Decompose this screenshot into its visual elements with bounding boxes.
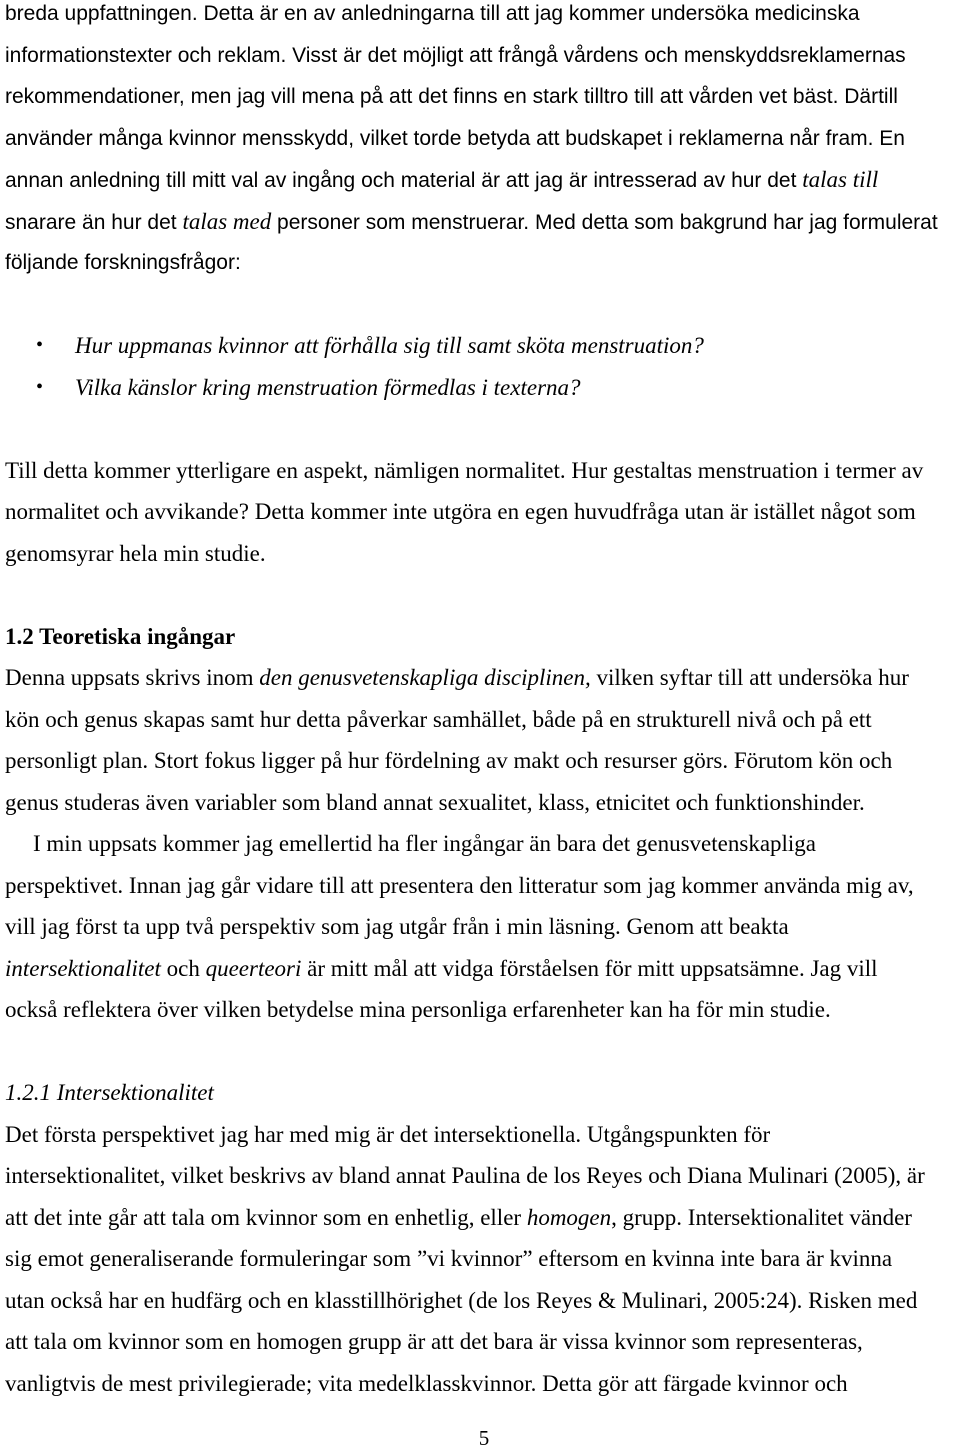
text-line <box>0 1321 960 1363</box>
text-segment: I min uppsats kommer jag emellertid ha fler ingångar än bara det genusvetenskapliga <box>33 831 817 856</box>
text-line <box>0 906 960 948</box>
text-line <box>0 0 960 35</box>
text-segment: genomsyrar hela min studie. <box>5 540 266 566</box>
paragraph-spacing <box>0 408 960 450</box>
text-segment: kön och genus skapas samt hur detta påverkar samhället, både på en strukturell nivå och på ett <box>5 706 872 732</box>
emphasized-text: intersektionalitet <box>5 955 161 981</box>
paragraph-spacing <box>0 284 960 326</box>
text-segment: personligt plan. Stort fokus ligger på hur fördelning av makt och resurser görs. Förutom kön och <box>5 748 893 773</box>
text-line <box>0 533 960 575</box>
text-line <box>0 491 960 533</box>
emphasized-text: queerteori <box>205 955 302 981</box>
text-line <box>0 1155 960 1197</box>
list-item <box>0 367 960 409</box>
text-segment: , grupp. Intersektionalitet vänder <box>611 1204 912 1230</box>
text-segment: Det första perspektivet jag har med mig är det intersektionella. Utgångspunkten för <box>5 1121 771 1147</box>
subsection-heading: 1.2.1 Intersektionalitet <box>5 1080 214 1105</box>
bullet-marker: • <box>36 375 44 398</box>
text-segment: annan anledning till mitt val av ingång och material är att jag är intresserad av hur det <box>5 169 803 192</box>
text-segment: personer som menstruerar. Med detta som bakgrund har jag formulerat <box>271 210 938 234</box>
text-line <box>0 1363 960 1405</box>
intro-paragraph <box>0 0 960 284</box>
text-line <box>0 865 960 907</box>
text-segment: är mitt mål att vidga förståelsen för mitt uppsatsämne. Jag vill <box>301 955 878 981</box>
text-line <box>0 76 960 118</box>
text-segment: Denna uppsats skrivs inom <box>5 665 260 690</box>
text-line <box>0 201 960 243</box>
text-line <box>0 782 960 824</box>
text-segment: följande forskningsfrågor: <box>5 251 241 274</box>
text-segment: också reflektera över vilken betydelse mina personliga erfarenheter kan ha för min studie. <box>5 997 831 1022</box>
text-segment: utan också har en hudfärg och en klasstillhörighet (de los Reyes & Mulinari, 2005:24). Risken med <box>5 1287 918 1313</box>
text-line <box>0 118 960 160</box>
text-line <box>0 948 960 990</box>
research-questions-list <box>0 325 960 408</box>
text-line <box>0 989 960 1031</box>
text-segment: snarare än hur det <box>5 210 183 234</box>
normalitet-paragraph <box>0 450 960 575</box>
text-line <box>0 657 960 699</box>
section-heading: 1.2 Teoretiska ingångar <box>5 623 236 649</box>
text-line <box>0 159 960 201</box>
research-question: Vilka känslor kring menstruation förmedlas i texterna? <box>75 374 581 400</box>
text-segment: informationstexter och reklam. Visst är det möjligt att frångå vårdens och menskyddsreklamernas <box>5 43 906 67</box>
text-segment: intersektionalitet, vilket beskrivs av bland annat Paulina de los Reyes och Diana Mulinari (2005), är <box>5 1163 925 1188</box>
section-1-2 <box>0 616 960 1031</box>
emphasized-text: homogen <box>526 1204 612 1230</box>
text-segment: sig emot generaliserande formuleringar som ”vi kvinnor” eftersom en kvinna inte bara är kvinna <box>5 1246 893 1271</box>
page-number: 5 <box>478 1426 490 1450</box>
list-item <box>0 325 960 367</box>
paragraph-spacing <box>0 574 960 616</box>
text-line <box>0 823 960 865</box>
text-line <box>0 740 960 782</box>
research-question: Hur uppmanas kvinnor att förhålla sig till samt sköta menstruation? <box>75 333 704 358</box>
text-line <box>0 1238 960 1280</box>
text-line <box>0 1197 960 1239</box>
section-1-2-1 <box>0 1072 960 1404</box>
text-line <box>0 35 960 77</box>
text-segment: Till detta kommer ytterligare en aspekt, nämligen normalitet. Hur gestaltas menstruation i termer av <box>5 457 924 483</box>
bullet-marker: • <box>36 334 44 356</box>
text-line <box>0 450 960 492</box>
text-segment: använder många kvinnor mensskydd, vilket torde betyda att budskapet i reklamerna når fram. En <box>5 126 905 150</box>
text-segment: breda uppfattningen. Detta är en av anledningarna till att jag kommer undersöka medicinska <box>5 2 860 25</box>
emphasized-text: talas med <box>182 208 272 234</box>
text-line <box>0 699 960 741</box>
text-segment: normalitet och avvikande? Detta kommer inte utgöra en egen huvudfråga utan är istället något som <box>5 499 916 524</box>
text-segment: vilken syftar till att undersöka hur <box>590 665 909 690</box>
text-segment: vanligtvis de mest privilegierade; vita medelklasskvinnor. Detta gör att färgade kvinnor och <box>5 1370 848 1396</box>
paragraph-spacing <box>0 1031 960 1073</box>
text-line <box>0 1280 960 1322</box>
text-segment: att tala om kvinnor som en homogen grupp är att det bara är vissa kvinnor som representeras, <box>5 1329 863 1354</box>
text-segment: och <box>160 955 206 981</box>
text-segment: genus studeras även variabler som bland annat sexualitet, klass, etnicitet och funktionshinder. <box>5 789 865 815</box>
text-line <box>0 242 960 284</box>
emphasized-text: den genusvetenskapliga disciplinen, <box>259 665 591 690</box>
text-line <box>0 1114 960 1156</box>
text-segment: att det inte går att tala om kvinnor som en enhetlig, eller <box>5 1204 527 1230</box>
text-segment: perspektivet. Innan jag går vidare till att presentera den litteratur som jag kommer använda mig av, <box>5 872 914 898</box>
text-segment: vill jag först ta upp två perspektiv som jag utgår från i min läsning. Genom att beakta <box>5 914 789 939</box>
text-segment: rekommendationer, men jag vill mena på att det finns en stark tilltro till att vården vet bäst. Därtill <box>5 85 898 108</box>
emphasized-text: talas till <box>802 167 879 192</box>
